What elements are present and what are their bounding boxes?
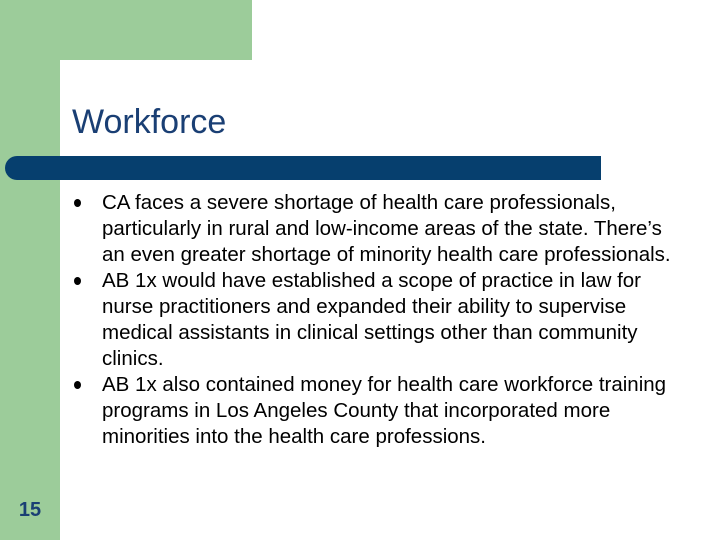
bullet-dot-icon (74, 277, 81, 285)
bullet-item (74, 268, 674, 372)
bullet-text: AB 1x also contained money for health care workforce training programs in Los Angeles County that incorporated more minorities into the health care professions. (102, 373, 667, 448)
bullet-text: CA faces a severe shortage of health care professionals, particularly in rural and low-income areas of the state. There’s an even greater shortage of minority health care professionals. (102, 191, 671, 266)
bullet-dot-icon (74, 381, 81, 389)
bullet-text: AB 1x would have established a scope of practice in law for nurse practitioners and expanded their ability to supervise medical assistants in clinical settings other than community clinics. (102, 269, 641, 370)
top-decorative-band (0, 0, 252, 60)
rounded-corner-decoration (60, 60, 100, 100)
bullet-list (74, 190, 674, 450)
bullet-item (74, 190, 674, 268)
bullet-item (74, 372, 674, 450)
title-underline-bar (5, 156, 601, 180)
slide-number: 15 (18, 499, 42, 521)
left-decorative-band (0, 0, 60, 540)
bullet-dot-icon (74, 199, 81, 207)
slide-title: Workforce (72, 103, 227, 141)
